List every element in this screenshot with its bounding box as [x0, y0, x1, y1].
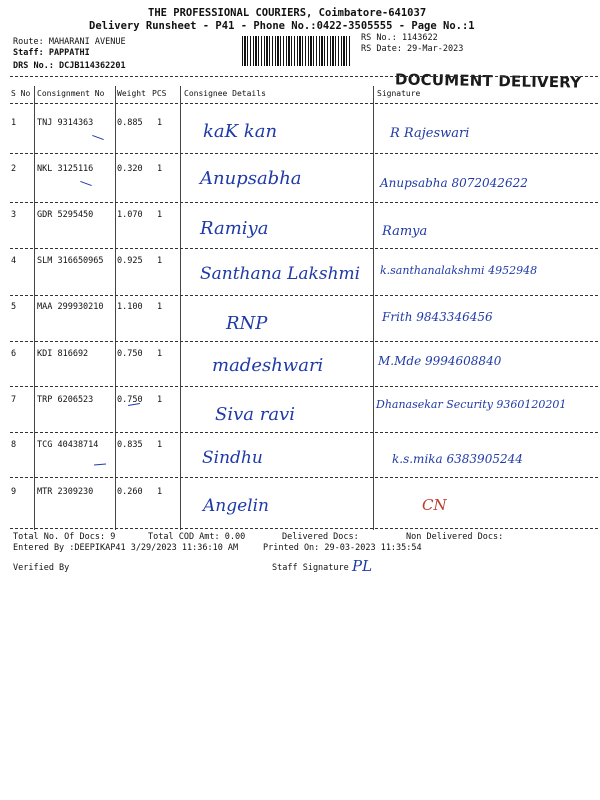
- col-header-sno: S No: [11, 89, 31, 98]
- row-consignment: MTR 2309230: [37, 487, 94, 497]
- row-pcs: 1: [157, 210, 163, 220]
- row-consignment: GDR 5295450: [37, 210, 94, 220]
- row-weight: 0.885: [117, 118, 143, 128]
- row-pcs: 1: [157, 164, 163, 174]
- row-signature: M.Mde 9994608840: [378, 354, 502, 368]
- row-consignee-handwriting: Angelin: [203, 496, 269, 516]
- row-divider: [10, 248, 598, 249]
- tick-mark: [94, 463, 106, 465]
- route-label: Route: MAHARANI AVENUE: [13, 37, 126, 47]
- row-consignee-handwriting: Sindhu: [202, 448, 263, 468]
- row-consignee-handwriting: RNP: [226, 313, 268, 334]
- row-weight: 0.835: [117, 440, 143, 450]
- row-pcs: 1: [157, 302, 163, 312]
- document-delivery-stamp: DOCUMENT DELIVERY: [394, 70, 582, 92]
- row-signature: Dhanasekar Security 9360120201: [376, 398, 567, 411]
- row-signature: Ramya: [382, 224, 428, 239]
- row-sno: 7: [11, 395, 17, 405]
- row-weight: 0.925: [117, 256, 143, 266]
- row-signature: R Rajeswari: [390, 126, 470, 141]
- rs-date: RS Date: 29-Mar-2023: [361, 44, 464, 54]
- row-sno: 4: [11, 256, 17, 266]
- row-weight: 1.070: [117, 210, 143, 220]
- row-signature: Frith 9843346456: [382, 310, 493, 324]
- row-sno: 5: [11, 302, 17, 312]
- row-consignment: TRP 6206523: [37, 395, 94, 405]
- col-header-consignment: Consignment No: [37, 89, 105, 98]
- row-pcs: 1: [157, 395, 163, 405]
- row-sno: 6: [11, 349, 17, 359]
- tick-mark: [80, 181, 92, 186]
- col-header-weight: Weight: [117, 89, 146, 98]
- row-consignment: TNJ 9314363: [37, 118, 94, 128]
- row-divider: [10, 386, 598, 387]
- row-divider: [10, 432, 598, 433]
- runsheet-title: Delivery Runsheet - P41 - Phone No.:0422-3505555 - Page No.:1: [89, 20, 475, 32]
- row-weight: 1.100: [117, 302, 143, 312]
- entered-by: Entered By :DEEPIKAP41 3/29/2023 11:36:10 AM: [13, 543, 239, 553]
- row-sno: 1: [11, 118, 17, 128]
- row-signature: CN: [422, 496, 447, 514]
- row-consignee-handwriting: kaK kan: [203, 121, 278, 142]
- company-title: THE PROFESSIONAL COURIERS, Coimbatore-641037: [148, 7, 427, 19]
- row-pcs: 1: [157, 349, 163, 359]
- row-consignment: SLM 316650965: [37, 256, 104, 266]
- row-signature: k.s.mika 6383905244: [392, 452, 523, 466]
- col-header-signature: Signature: [377, 89, 421, 98]
- header-bottom-rule: [10, 103, 598, 104]
- non-delivered-docs: Non Delivered Docs:: [406, 532, 504, 542]
- row-divider: [10, 202, 598, 203]
- tick-mark: [92, 135, 104, 140]
- row-pcs: 1: [157, 440, 163, 450]
- row-sno: 9: [11, 487, 17, 497]
- row-sno: 3: [11, 210, 17, 220]
- row-signature: k.santhanalakshmi 4952948: [380, 264, 538, 277]
- row-weight: 0.750: [117, 395, 143, 405]
- row-weight: 0.750: [117, 349, 143, 359]
- row-consignee-handwriting: madeshwari: [212, 355, 324, 376]
- row-weight: 0.260: [117, 487, 143, 497]
- printed-on: Printed On: 29-03-2023 11:35:54: [263, 543, 422, 553]
- row-consignee-handwriting: Santhana Lakshmi: [200, 264, 361, 284]
- row-sno: 8: [11, 440, 17, 450]
- staff-signature-initials: PL: [352, 557, 373, 575]
- total-cod: Total COD Amt: 0.00: [148, 532, 246, 542]
- col-header-pcs: PCS: [152, 89, 167, 98]
- table-bottom-rule: [10, 528, 598, 529]
- col-header-consignee: Consignee Details: [184, 89, 266, 98]
- total-docs: Total No. Of Docs: 9: [13, 532, 116, 542]
- verified-by: Verified By: [13, 563, 70, 573]
- row-consignee-handwriting: Ramiya: [200, 218, 269, 239]
- row-consignee-handwriting: Siva ravi: [215, 404, 295, 425]
- table-top-rule: [10, 76, 598, 77]
- row-consignment: MAA 299930210: [37, 302, 104, 312]
- row-divider: [10, 341, 598, 342]
- delivered-docs: Delivered Docs:: [282, 532, 359, 542]
- row-divider: [10, 477, 598, 478]
- row-signature: Anupsabha 8072042622: [380, 176, 528, 190]
- drs-number: DRS No.: DCJB114362201: [13, 61, 126, 71]
- row-pcs: 1: [157, 256, 163, 266]
- barcode: [242, 36, 352, 66]
- row-pcs: 1: [157, 118, 163, 128]
- row-divider: [10, 153, 598, 154]
- row-sno: 2: [11, 164, 17, 174]
- row-consignment: KDI 816692: [37, 349, 89, 359]
- rs-number: RS No.: 1143622: [361, 33, 438, 43]
- row-consignment: TCG 40438714: [37, 440, 99, 450]
- row-weight: 0.320: [117, 164, 143, 174]
- row-consignment: NKL 3125116: [37, 164, 94, 174]
- row-pcs: 1: [157, 487, 163, 497]
- staff-signature-label: Staff Signature: [272, 563, 349, 573]
- row-consignee-handwriting: Anupsabha: [200, 168, 302, 189]
- row-divider: [10, 295, 598, 296]
- staff-label: Staff: PAPPATHI: [13, 48, 90, 58]
